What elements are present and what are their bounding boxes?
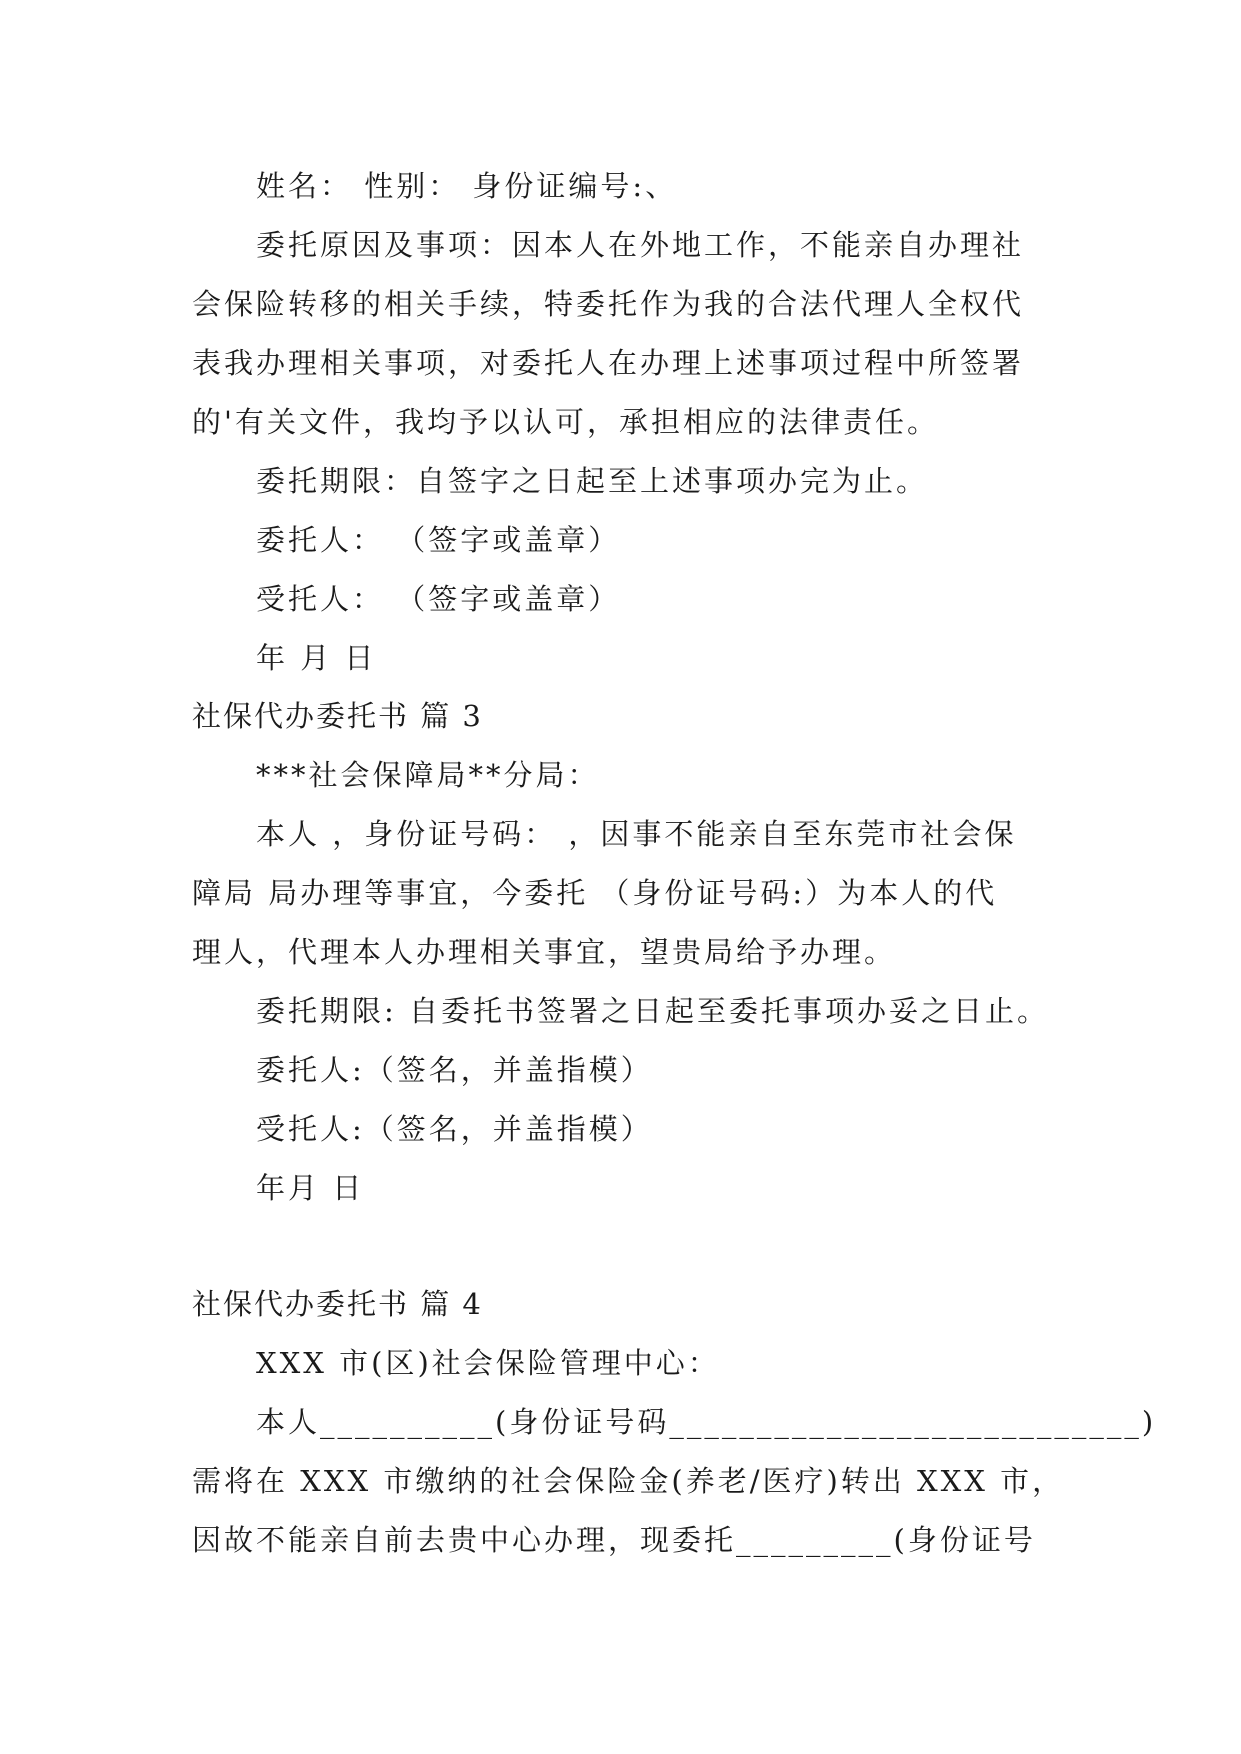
paragraph-line: 的'有关文件，我均予以认可，承担相应的法律责任。 <box>192 405 939 439</box>
period-line: 委托期限: 自委托书签署之日起至委托事项办妥之日止。 <box>256 994 1049 1028</box>
section-heading: 社保代办委托书 篇 4 <box>192 1287 483 1321</box>
agent-signature-line: 受托人:（签名，并盖指模） <box>256 1112 653 1146</box>
paragraph-line: 本人 ，身份证号码： ，因事不能亲自至东莞市社会保 <box>256 817 1017 851</box>
principal-signature-line: 委托人:（签名，并盖指模） <box>256 1053 653 1087</box>
paragraph-line: 因故不能亲自前去贵中心办理，现委托_________(身份证号 <box>192 1523 1036 1557</box>
paragraph-line: 会保险转移的相关手续，特委托作为我的合法代理人全权代 <box>192 287 1025 321</box>
date-line: 年 月 日 <box>256 641 377 675</box>
agent-signature-line: 受托人： （签字或盖章） <box>256 582 621 616</box>
paragraph-line: 本人__________(身份证号码___________________________) <box>256 1405 1157 1439</box>
paragraph-line: 委托原因及事项：因本人在外地工作，不能亲自办理社 <box>256 228 1025 262</box>
paragraph-line: 表我办理相关事项，对委托人在办理上述事项过程中所签署 <box>192 346 1025 380</box>
addressee-line: XXX 市(区)社会保险管理中心： <box>256 1346 720 1380</box>
principal-signature-line: 委托人： （签字或盖章） <box>256 523 621 557</box>
paragraph-line: 需将在 XXX 市缴纳的社会保险金(养老/医疗)转出 XXX 市， <box>192 1464 1065 1498</box>
date-line: 年月 日 <box>256 1171 365 1205</box>
period-line: 委托期限：自签字之日起至上述事项办完为止。 <box>256 464 929 498</box>
paragraph-line: 理人，代理本人办理相关事宜，望贵局给予办理。 <box>192 935 897 969</box>
section-heading: 社保代办委托书 篇 3 <box>192 699 483 733</box>
addressee-line: ***社会保障局**分局： <box>256 758 600 792</box>
paragraph-line: 障局 局办理等事宜，今委托 （身份证号码:）为本人的代 <box>192 876 998 910</box>
applicant-info-line: 姓名： 性别： 身份证编号:、 <box>256 169 678 203</box>
